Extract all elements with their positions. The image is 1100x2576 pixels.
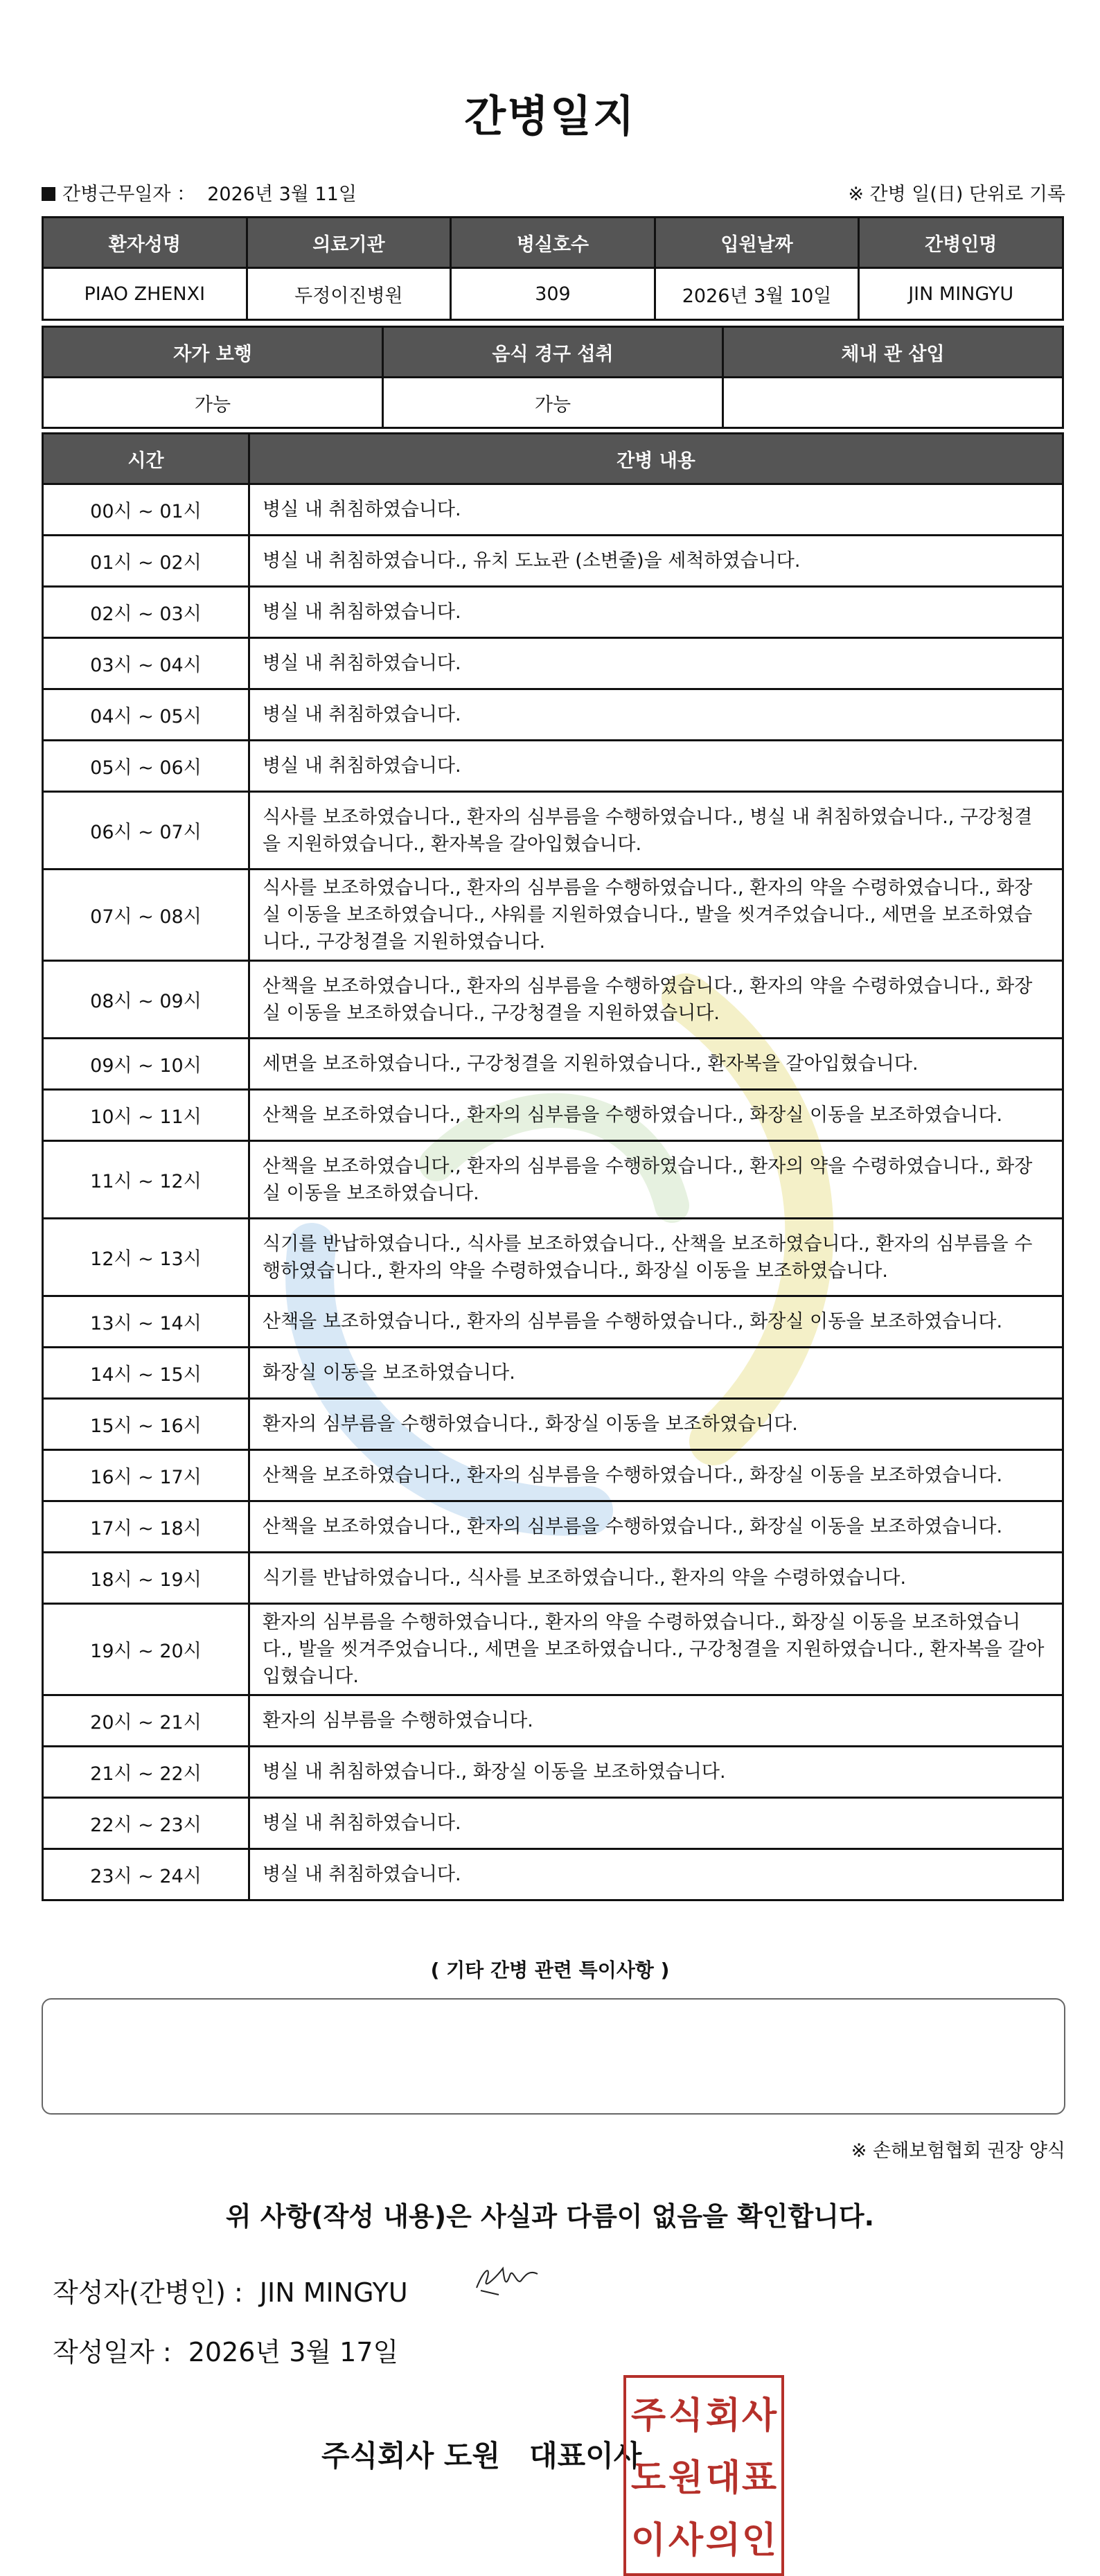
care-log-table — [42, 432, 1064, 1901]
log-time: 19시 ~ 20시 — [43, 1604, 249, 1695]
header-hospital: 의료기관 — [247, 218, 451, 268]
notes-title: ( 기타 간병 관련 특이사항 ) — [430, 1959, 670, 1982]
log-content: 병실 내 취침하였습니다. — [249, 1798, 1063, 1849]
care-log-row — [43, 689, 1063, 741]
company-representative: 주식회사 도원 대표이사 — [321, 2439, 642, 2473]
log-content: 화장실 이동을 보조하였습니다. — [249, 1348, 1063, 1399]
write-date-label: 작성일자 : — [53, 2337, 172, 2367]
log-content: 산책을 보조하였습니다., 환자의 심부름을 수행하였습니다., 환자의 약을 수령하였습니다., 화장실 이동을 보조하였습니다. — [249, 1141, 1063, 1219]
header-time: 시간 — [43, 434, 249, 484]
log-content: 병실 내 취침하였습니다. — [249, 587, 1063, 638]
svg-text:의: 의 — [705, 2520, 741, 2561]
log-content: 식기를 반납하였습니다., 식사를 보조하였습니다., 산책을 보조하였습니다., 환자의 심부름을 수행하였습니다., 환자의 약을 수령하였습니다., 화장실 이동을 보조하였습니다. — [249, 1219, 1063, 1296]
self-walking: 가능 — [43, 378, 383, 428]
svg-text:주: 주 — [630, 2395, 666, 2437]
handwritten-signature — [471, 2260, 547, 2302]
svg-text:대: 대 — [705, 2458, 741, 2499]
patient-info-table — [42, 216, 1064, 321]
confirmation-statement: 위 사항(작성 내용)은 사실과 다름이 없음을 확인합니다. — [225, 2201, 875, 2232]
work-date-label: 간병근무일자 ： — [62, 184, 196, 205]
svg-text:사: 사 — [668, 2520, 704, 2561]
log-time: 00시 ~ 01시 — [43, 484, 249, 536]
log-content: 환자의 심부름을 수행하였습니다. — [249, 1695, 1063, 1747]
log-time: 14시 ~ 15시 — [43, 1348, 249, 1399]
log-content: 병실 내 취침하였습니다., 유치 도뇨관 (소변줄)을 세척하였습니다. — [249, 536, 1063, 587]
header-room-number: 병실호수 — [451, 218, 655, 268]
svg-text:표: 표 — [741, 2458, 777, 2499]
care-log-row — [43, 1090, 1063, 1141]
log-time: 17시 ~ 18시 — [43, 1501, 249, 1553]
care-log-row — [43, 792, 1063, 870]
log-content: 산책을 보조하였습니다., 환자의 심부름을 수행하였습니다., 화장실 이동을 보조하였습니다. — [249, 1450, 1063, 1501]
log-time: 01시 ~ 02시 — [43, 536, 249, 587]
svg-text:사: 사 — [741, 2395, 777, 2437]
log-content: 환자의 심부름을 수행하였습니다., 환자의 약을 수령하였습니다., 화장실 이동을 보조하였습니다., 발을 씻겨주었습니다., 세면을 보조하였습니다., 구강청결을 지원하였습니다., 환자복을 갈아입혔습니다. — [249, 1604, 1063, 1695]
caregiver-name: JIN MINGYU — [859, 268, 1063, 320]
log-time: 06시 ~ 07시 — [43, 792, 249, 870]
log-content: 병실 내 취침하였습니다., 화장실 이동을 보조하였습니다. — [249, 1747, 1063, 1798]
log-content: 식기를 반납하였습니다., 식사를 보조하였습니다., 환자의 약을 수령하였습니다. — [249, 1553, 1063, 1604]
care-log-row — [43, 1501, 1063, 1553]
admission-date: 2026년 3월 10일 — [655, 268, 859, 320]
log-content: 병실 내 취침하였습니다. — [249, 1849, 1063, 1900]
care-log-row — [43, 638, 1063, 689]
log-time: 21시 ~ 22시 — [43, 1747, 249, 1798]
care-log-row — [43, 587, 1063, 638]
care-log-row — [43, 1219, 1063, 1296]
log-content: 식사를 보조하였습니다., 환자의 심부름을 수행하였습니다., 병실 내 취침하였습니다., 구강청결을 지원하였습니다., 환자복을 갈아입혔습니다. — [249, 792, 1063, 870]
care-log-row — [43, 1141, 1063, 1219]
care-log-row — [43, 1553, 1063, 1604]
log-content: 산책을 보조하였습니다., 환자의 심부름을 수행하였습니다., 화장실 이동을 보조하였습니다. — [249, 1090, 1063, 1141]
log-time: 10시 ~ 11시 — [43, 1090, 249, 1141]
svg-text:회: 회 — [705, 2395, 741, 2437]
form-note: ※ 손해보험협회 권장 양식 — [851, 2140, 1065, 2162]
log-time: 09시 ~ 10시 — [43, 1039, 249, 1090]
header-tube-insertion: 체내 관 삽입 — [723, 327, 1063, 378]
care-log-row — [43, 536, 1063, 587]
room-number: 309 — [451, 268, 655, 320]
care-log-row — [43, 1798, 1063, 1849]
write-date-line — [53, 2331, 398, 2369]
care-log-row — [43, 1450, 1063, 1501]
care-log-row — [43, 1296, 1063, 1348]
work-date — [42, 179, 357, 206]
svg-text:인: 인 — [741, 2520, 777, 2561]
write-date-value: 2026년 3월 17일 — [188, 2337, 399, 2367]
hospital: 두정이진병원 — [247, 268, 451, 320]
writer-name: JIN MINGYU — [259, 2277, 408, 2308]
log-content: 환자의 심부름을 수행하였습니다., 화장실 이동을 보조하였습니다. — [249, 1399, 1063, 1450]
care-log-row — [43, 1039, 1063, 1090]
care-log-row — [43, 484, 1063, 536]
header-oral-intake: 음식 경구 섭취 — [383, 327, 723, 378]
patient-status-table — [42, 326, 1064, 429]
patient-name: PIAO ZHENXI — [43, 268, 247, 320]
svg-text:이: 이 — [630, 2520, 666, 2561]
log-content: 병실 내 취침하였습니다. — [249, 484, 1063, 536]
notes-box — [42, 1998, 1065, 2115]
writer-line — [53, 2271, 408, 2309]
svg-text:원: 원 — [668, 2458, 704, 2499]
log-time: 16시 ~ 17시 — [43, 1450, 249, 1501]
header-patient-name: 환자성명 — [43, 218, 247, 268]
header-caregiver-name: 간병인명 — [859, 218, 1063, 268]
header-care-content: 간병 내용 — [249, 434, 1063, 484]
work-date-value: 2026년 3월 11일 — [207, 184, 357, 205]
square-bullet-icon — [42, 187, 55, 201]
log-time: 04시 ~ 05시 — [43, 689, 249, 741]
log-time: 13시 ~ 14시 — [43, 1296, 249, 1348]
company-seal — [623, 2375, 784, 2576]
care-log-row — [43, 741, 1063, 792]
writer-label: 작성자(간병인) : — [53, 2277, 243, 2308]
care-log-row — [43, 1399, 1063, 1450]
svg-text:도: 도 — [630, 2458, 666, 2499]
log-content: 병실 내 취침하였습니다. — [249, 741, 1063, 792]
care-log-row — [43, 1695, 1063, 1747]
oral-intake: 가능 — [383, 378, 723, 428]
log-time: 03시 ~ 04시 — [43, 638, 249, 689]
svg-text:식: 식 — [668, 2395, 704, 2437]
log-time: 08시 ~ 09시 — [43, 961, 249, 1039]
care-log-row — [43, 1604, 1063, 1695]
care-log-row — [43, 1348, 1063, 1399]
log-time: 05시 ~ 06시 — [43, 741, 249, 792]
log-content: 세면을 보조하였습니다., 구강청결을 지원하였습니다., 환자복을 갈아입혔습니다. — [249, 1039, 1063, 1090]
tube-insertion — [723, 378, 1063, 428]
log-content: 산책을 보조하였습니다., 환자의 심부름을 수행하였습니다., 환자의 약을 수령하였습니다., 화장실 이동을 보조하였습니다., 구강청결을 지원하였습니다. — [249, 961, 1063, 1039]
log-time: 07시 ~ 08시 — [43, 870, 249, 961]
log-time: 22시 ~ 23시 — [43, 1798, 249, 1849]
log-time: 11시 ~ 12시 — [43, 1141, 249, 1219]
log-content: 산책을 보조하였습니다., 환자의 심부름을 수행하였습니다., 화장실 이동을 보조하였습니다. — [249, 1296, 1063, 1348]
log-time: 15시 ~ 16시 — [43, 1399, 249, 1450]
log-time: 23시 ~ 24시 — [43, 1849, 249, 1900]
log-time: 18시 ~ 19시 — [43, 1553, 249, 1604]
document-title: 간병일지 — [464, 91, 636, 141]
care-log-row — [43, 961, 1063, 1039]
log-content: 병실 내 취침하였습니다. — [249, 689, 1063, 741]
care-log-row — [43, 1849, 1063, 1900]
log-time: 02시 ~ 03시 — [43, 587, 249, 638]
care-log-row — [43, 1747, 1063, 1798]
header-self-walking: 자가 보행 — [43, 327, 383, 378]
log-content: 식사를 보조하였습니다., 환자의 심부름을 수행하였습니다., 환자의 약을 수령하였습니다., 화장실 이동을 보조하였습니다., 샤워를 지원하였습니다., 발을 씻겨주었습니다., 세면을 보조하였습니다., 구강청결을 지원하였습니다. — [249, 870, 1063, 961]
record-note: ※ 간병 일(日) 단위로 기록 — [848, 184, 1065, 205]
log-time: 20시 ~ 21시 — [43, 1695, 249, 1747]
log-time: 12시 ~ 13시 — [43, 1219, 249, 1296]
log-content: 병실 내 취침하였습니다. — [249, 638, 1063, 689]
log-content: 산책을 보조하였습니다., 환자의 심부름을 수행하였습니다., 화장실 이동을 보조하였습니다. — [249, 1501, 1063, 1553]
header-admission-date: 입원날짜 — [655, 218, 859, 268]
care-log-row — [43, 870, 1063, 961]
